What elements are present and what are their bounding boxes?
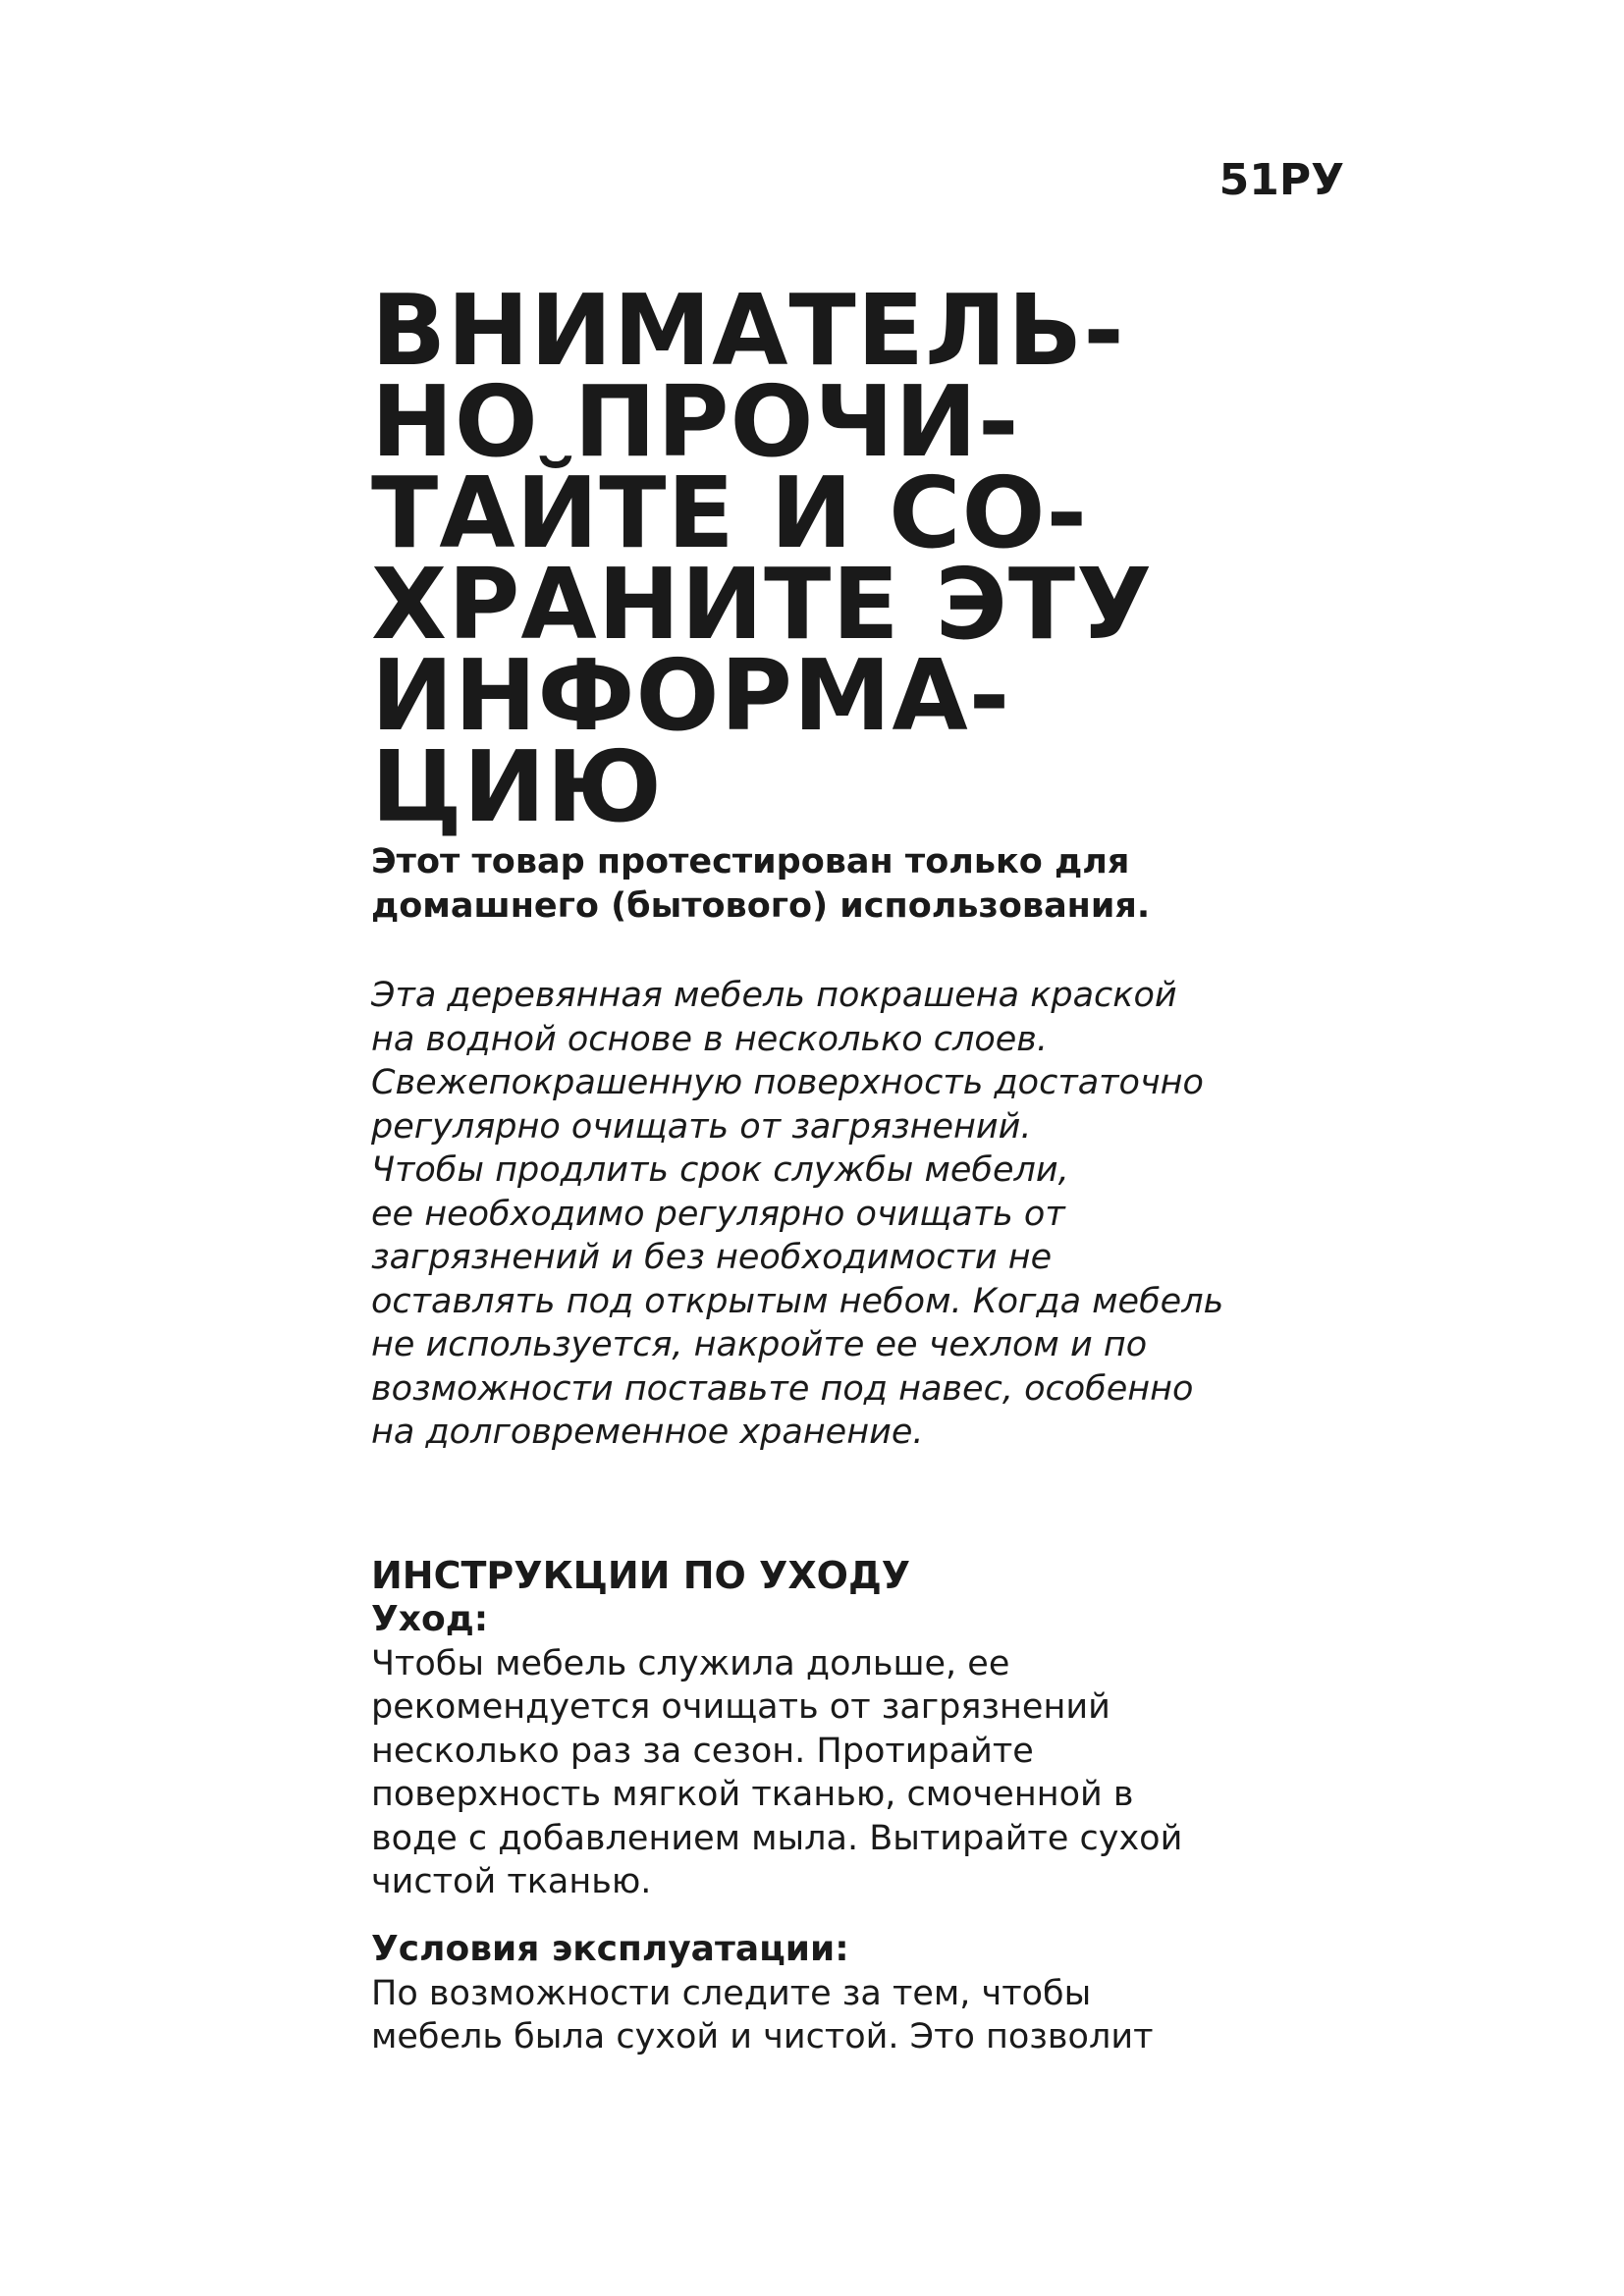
care-line: воде с добавлением мыла. Вытирайте сухой — [371, 1818, 1183, 1858]
notice-line: домашнего (бытового) использования. — [371, 886, 1151, 926]
usage-line: По возможности следите за тем, чтобы — [371, 1973, 1092, 2013]
care-line: несколько раз за сезон. Протирайте — [371, 1731, 1034, 1771]
household-use-notice — [371, 840, 1353, 929]
title-line: ТАЙТЕ И СО- — [371, 455, 1089, 570]
intro-line: оставлять под открытым небом. Когда мебель — [371, 1281, 1224, 1321]
title-line: НО ПРОЧИ- — [371, 364, 1020, 479]
notice-line: Этот товар протестирован только для — [371, 842, 1130, 881]
intro-line: возможности поставьте под навес, особенно — [371, 1368, 1194, 1409]
intro-line: Свежепокрашенную поверхность достаточно — [371, 1063, 1204, 1102]
intro-line: на долговременное хранение. — [371, 1413, 924, 1452]
care-subheading: Уход: — [371, 1598, 489, 1639]
title-line: ЦИЮ — [371, 729, 663, 844]
care-line: поверхность мягкой тканью, смоченной в — [371, 1775, 1134, 1814]
intro-line: Эта деревянная мебель покрашена краской — [371, 976, 1177, 1015]
intro-line: ее необходимо регулярно очищать от — [371, 1194, 1065, 1234]
title-line: ИНФОРМА- — [371, 638, 1011, 753]
intro-line: регулярно очищать от загрязнений. — [371, 1106, 1032, 1147]
intro-line: загрязнений и без необходимости не — [371, 1238, 1053, 1277]
intro-line: не используется, накройте ее чехлом и по — [371, 1325, 1148, 1364]
usage-line: мебель была сухой и чистой. Это позволит — [371, 2017, 1154, 2056]
page-code: 51РУ — [1218, 155, 1344, 205]
care-line: Чтобы мебель служила дольше, ее — [371, 1643, 1010, 1683]
usage-conditions-subheading: Условия эксплуатации: — [371, 1928, 849, 1969]
intro-line: Чтобы продлить срок службы мебели, — [371, 1150, 1069, 1190]
title-line: ВНИМАТЕЛЬ- — [371, 273, 1125, 388]
usage-paragraph — [371, 1972, 1353, 2059]
intro-paragraph — [371, 974, 1353, 1455]
document-body — [371, 273, 1353, 2059]
care-line: рекомендуется очищать от загрязнений — [371, 1687, 1110, 1727]
main-title — [371, 273, 1353, 844]
title-line: ХРАНИТЕ ЭТУ — [371, 547, 1154, 662]
care-instructions-heading: ИНСТРУКЦИИ ПО УХОДУ — [371, 1553, 911, 1597]
care-paragraph — [371, 1642, 1353, 1904]
intro-line: на водной основе в несколько слоев. — [371, 1019, 1049, 1059]
care-line: чистой тканью. — [371, 1862, 652, 1901]
